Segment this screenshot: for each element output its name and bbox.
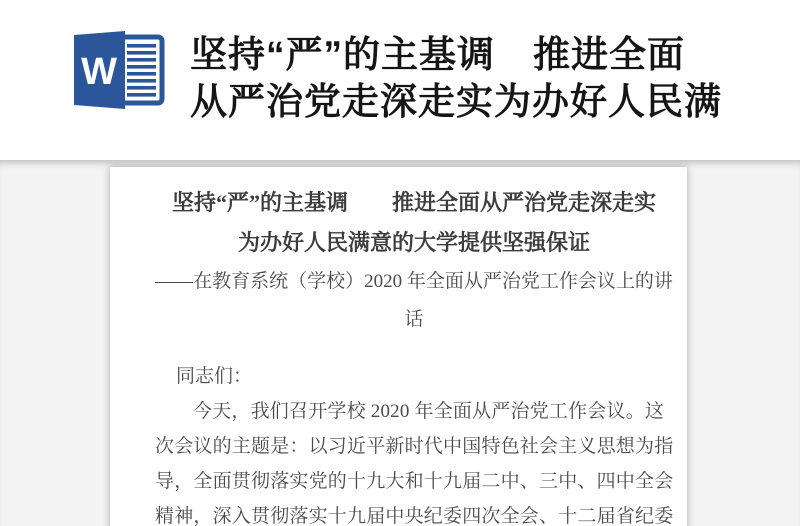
document-subtitle-line1: ——在教育系统（学校）2020 年全面从严治党工作会议上的讲 bbox=[155, 271, 673, 292]
word-icon bbox=[74, 29, 166, 111]
page-title-line2: 从严治党走深走实为办好人民满 bbox=[190, 81, 722, 122]
document-page bbox=[110, 167, 687, 526]
svg-text:W: W bbox=[81, 51, 117, 93]
paragraph-line: 导，全面贯彻落实党的十九大和十九届二中、三中、四中全会 bbox=[155, 471, 674, 492]
document-title bbox=[155, 183, 673, 263]
document-viewer[interactable] bbox=[0, 160, 800, 526]
page-header bbox=[0, 0, 800, 160]
page-title bbox=[190, 31, 780, 125]
document-paragraph bbox=[155, 394, 673, 526]
document-subtitle-line2: 话 bbox=[404, 309, 424, 330]
paragraph-line: 次会议的主题是：以习近平新时代中国特色社会主义思想为指 bbox=[155, 436, 674, 457]
document-subtitle bbox=[155, 263, 673, 339]
paragraph-line: 精神，深入贯彻落实十九届中央纪委四次全会、十二届省纪委 bbox=[155, 506, 674, 526]
paragraph-line: 今天，我们召开学校 2020 年全面从严治党工作会议。这 bbox=[193, 401, 665, 422]
document-title-line2: 为办好人民满意的大学提供坚强保证 bbox=[237, 230, 590, 255]
word-icon-svg bbox=[74, 29, 166, 111]
page-title-line1: 坚持“严”的主基调 推进全面 bbox=[190, 34, 685, 75]
document-salutation: 同志们： bbox=[176, 366, 253, 387]
document-title-line1: 坚持“严”的主基调 推进全面从严治党走深走实 bbox=[171, 190, 656, 215]
